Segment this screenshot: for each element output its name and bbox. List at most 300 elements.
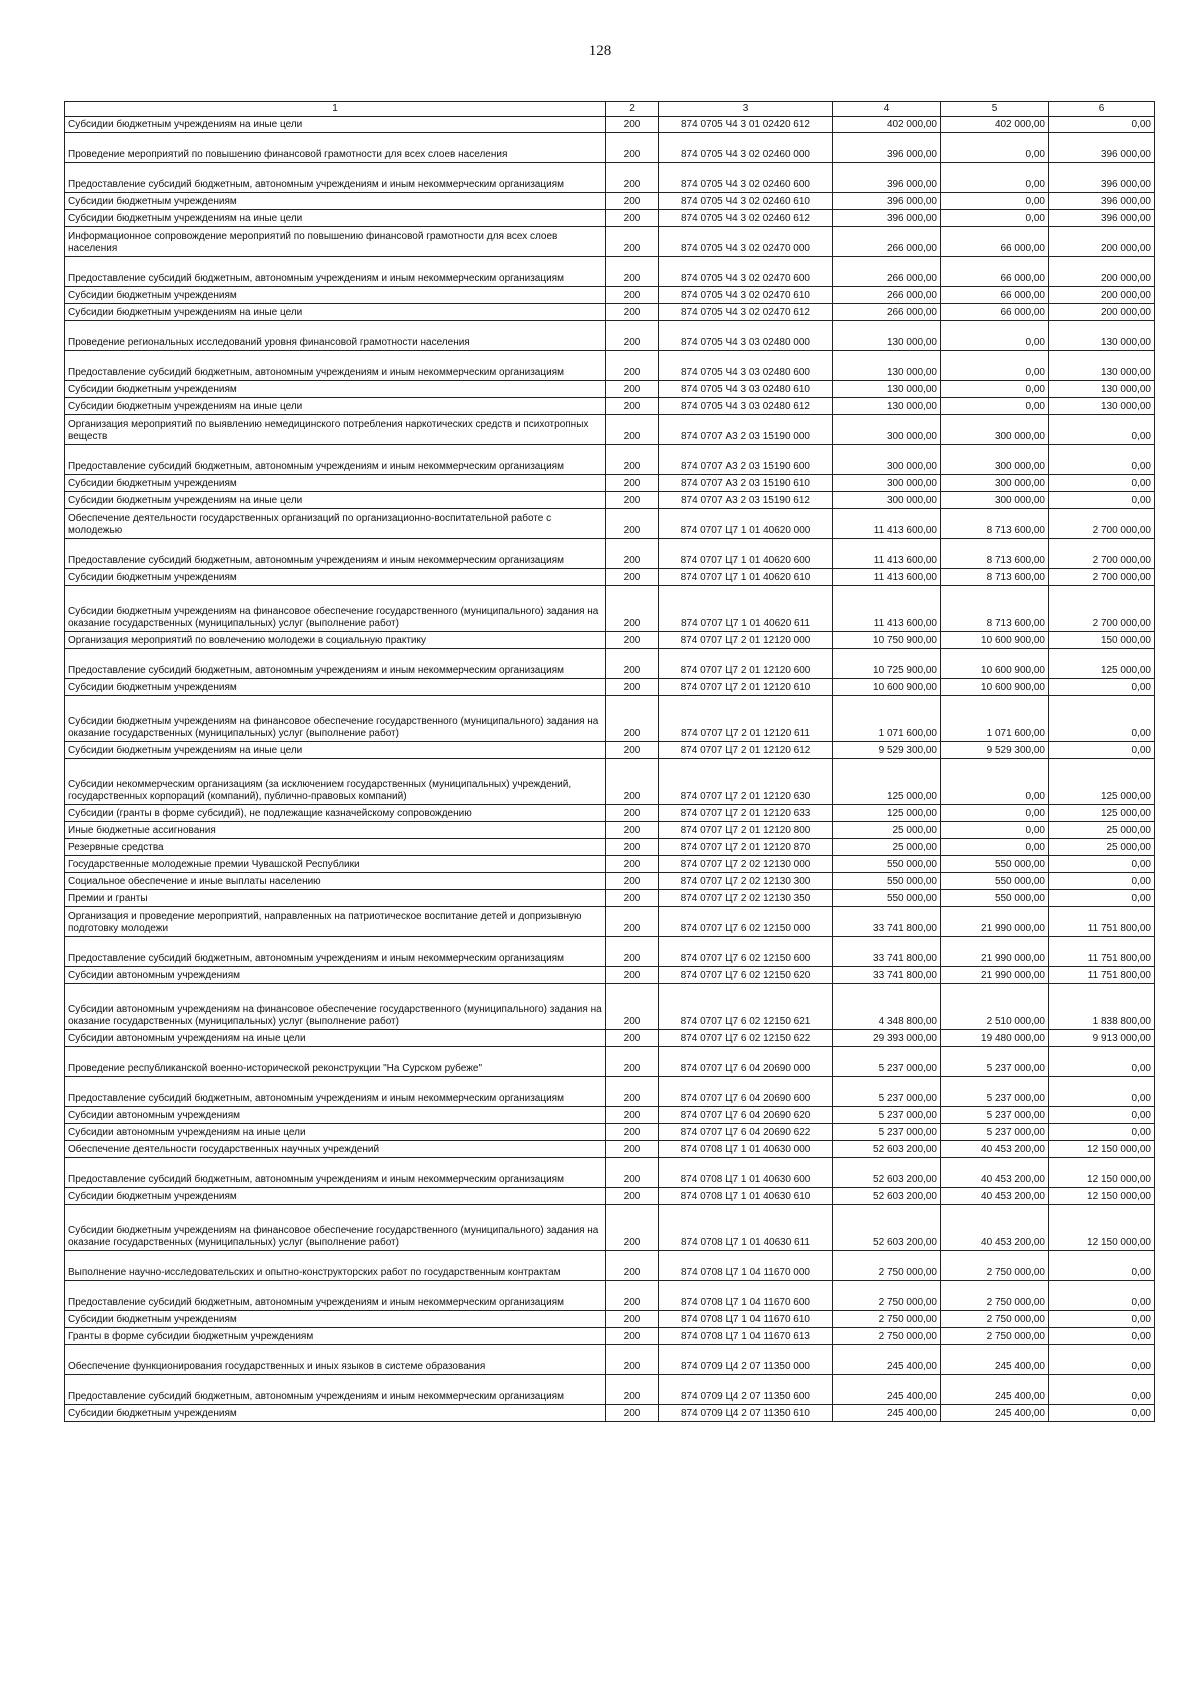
row-budget-code: 874 0708 Ц7 1 01 40630 600 <box>659 1158 833 1188</box>
row-amount-total: 9 529 300,00 <box>833 742 941 759</box>
row-amount-col6: 125 000,00 <box>1049 805 1155 822</box>
row-amount-col6: 12 150 000,00 <box>1049 1188 1155 1205</box>
row-budget-code: 874 0707 Ц7 2 02 12130 000 <box>659 856 833 873</box>
row-amount-total: 245 400,00 <box>833 1375 941 1405</box>
row-amount-col5: 8 713 600,00 <box>941 586 1049 632</box>
column-header-code: 3 <box>659 102 833 117</box>
row-amount-col5: 550 000,00 <box>941 873 1049 890</box>
row-amount-col6: 0,00 <box>1049 873 1155 890</box>
row-admin-code: 200 <box>606 445 659 475</box>
table-row <box>65 1141 1155 1158</box>
row-amount-col5: 2 750 000,00 <box>941 1281 1049 1311</box>
row-name: Государственные молодежные премии Чувашской Республики <box>65 856 606 873</box>
row-amount-col5: 2 510 000,00 <box>941 984 1049 1030</box>
row-amount-total: 52 603 200,00 <box>833 1141 941 1158</box>
row-name: Предоставление субсидий бюджетным, автономным учреждениям и иным некоммерческим организациям <box>65 1281 606 1311</box>
row-name: Субсидии бюджетным учреждениям на иные цели <box>65 117 606 133</box>
row-admin-code: 200 <box>606 873 659 890</box>
table-row <box>65 1107 1155 1124</box>
row-budget-code: 874 0707 Ц7 6 02 12150 622 <box>659 1030 833 1047</box>
table-row <box>65 163 1155 193</box>
row-admin-code: 200 <box>606 1141 659 1158</box>
row-admin-code: 200 <box>606 890 659 907</box>
table-row <box>65 1188 1155 1205</box>
table-row <box>65 1345 1155 1375</box>
table-row <box>65 1251 1155 1281</box>
row-amount-col5: 10 600 900,00 <box>941 679 1049 696</box>
row-amount-col6: 12 150 000,00 <box>1049 1141 1155 1158</box>
row-admin-code: 200 <box>606 321 659 351</box>
row-amount-col6: 9 913 000,00 <box>1049 1030 1155 1047</box>
row-budget-code: 874 0708 Ц7 1 04 11670 610 <box>659 1311 833 1328</box>
row-admin-code: 200 <box>606 1345 659 1375</box>
row-budget-code: 874 0708 Ц7 1 01 40630 000 <box>659 1141 833 1158</box>
row-budget-code: 874 0707 Ц7 2 02 12130 300 <box>659 873 833 890</box>
row-amount-col6: 130 000,00 <box>1049 351 1155 381</box>
row-amount-col5: 550 000,00 <box>941 856 1049 873</box>
table-row <box>65 287 1155 304</box>
row-amount-col6: 0,00 <box>1049 1281 1155 1311</box>
row-amount-total: 245 400,00 <box>833 1405 941 1422</box>
row-admin-code: 200 <box>606 822 659 839</box>
row-amount-col6: 2 700 000,00 <box>1049 509 1155 539</box>
table-row <box>65 649 1155 679</box>
table-row <box>65 321 1155 351</box>
row-admin-code: 200 <box>606 569 659 586</box>
table-row <box>65 1405 1155 1422</box>
row-admin-code: 200 <box>606 586 659 632</box>
row-name: Субсидии бюджетным учреждениям <box>65 381 606 398</box>
row-admin-code: 200 <box>606 984 659 1030</box>
row-budget-code: 874 0705 Ч4 3 02 02470 600 <box>659 257 833 287</box>
row-amount-col6: 12 150 000,00 <box>1049 1158 1155 1188</box>
row-amount-col6: 130 000,00 <box>1049 381 1155 398</box>
row-budget-code: 874 0707 Ц7 6 02 12150 000 <box>659 907 833 937</box>
row-name: Субсидии бюджетным учреждениям <box>65 1311 606 1328</box>
row-budget-code: 874 0708 Ц7 1 01 40630 611 <box>659 1205 833 1251</box>
row-amount-col6: 130 000,00 <box>1049 321 1155 351</box>
row-amount-total: 266 000,00 <box>833 304 941 321</box>
table-row <box>65 381 1155 398</box>
row-amount-col5: 300 000,00 <box>941 445 1049 475</box>
row-name: Субсидии автономным учреждениям на финансовое обеспечение государственного (муниципального) задания на оказание государственных (муниципальных) услуг (выполнение работ) <box>65 984 606 1030</box>
row-amount-col6: 200 000,00 <box>1049 287 1155 304</box>
row-amount-total: 300 000,00 <box>833 475 941 492</box>
row-admin-code: 200 <box>606 1205 659 1251</box>
row-name: Проведение республиканской военно-исторической реконструкции "На Сурском рубеже" <box>65 1047 606 1077</box>
row-name: Субсидии бюджетным учреждениям <box>65 287 606 304</box>
row-budget-code: 874 0707 Ц7 6 02 12150 600 <box>659 937 833 967</box>
row-admin-code: 200 <box>606 227 659 257</box>
page-number: 128 <box>588 43 612 59</box>
row-budget-code: 874 0707 Ц7 2 01 12120 000 <box>659 632 833 649</box>
table-row <box>65 873 1155 890</box>
row-budget-code: 874 0707 Ц7 1 01 40620 611 <box>659 586 833 632</box>
table-row <box>65 1205 1155 1251</box>
row-admin-code: 200 <box>606 1281 659 1311</box>
row-amount-total: 10 750 900,00 <box>833 632 941 649</box>
row-admin-code: 200 <box>606 839 659 856</box>
row-name: Субсидии (гранты в форме субсидий), не подлежащие казначейскому сопровождению <box>65 805 606 822</box>
row-amount-col6: 11 751 800,00 <box>1049 907 1155 937</box>
row-name: Резервные средства <box>65 839 606 856</box>
table-row <box>65 856 1155 873</box>
row-admin-code: 200 <box>606 1375 659 1405</box>
row-name: Субсидии автономным учреждениям на иные цели <box>65 1124 606 1141</box>
column-header-name: 1 <box>65 102 606 117</box>
row-amount-col5: 40 453 200,00 <box>941 1205 1049 1251</box>
row-amount-total: 245 400,00 <box>833 1345 941 1375</box>
row-admin-code: 200 <box>606 287 659 304</box>
row-admin-code: 200 <box>606 1107 659 1124</box>
row-amount-col5: 40 453 200,00 <box>941 1188 1049 1205</box>
row-amount-col6: 11 751 800,00 <box>1049 967 1155 984</box>
row-amount-total: 52 603 200,00 <box>833 1188 941 1205</box>
row-amount-col5: 19 480 000,00 <box>941 1030 1049 1047</box>
row-admin-code: 200 <box>606 967 659 984</box>
row-amount-col6: 0,00 <box>1049 696 1155 742</box>
row-amount-total: 396 000,00 <box>833 193 941 210</box>
row-amount-total: 5 237 000,00 <box>833 1124 941 1141</box>
table-row <box>65 967 1155 984</box>
table-row <box>65 890 1155 907</box>
row-admin-code: 200 <box>606 742 659 759</box>
row-amount-col6: 200 000,00 <box>1049 257 1155 287</box>
row-name: Организация мероприятий по вовлечению молодежи в социальную практику <box>65 632 606 649</box>
row-budget-code: 874 0705 Ч4 3 02 02460 610 <box>659 193 833 210</box>
column-header-col5: 5 <box>941 102 1049 117</box>
row-amount-col6: 0,00 <box>1049 1345 1155 1375</box>
row-admin-code: 200 <box>606 1158 659 1188</box>
row-admin-code: 200 <box>606 257 659 287</box>
row-amount-col6: 0,00 <box>1049 1375 1155 1405</box>
row-name: Проведение мероприятий по повышению финансовой грамотности для всех слоев населения <box>65 133 606 163</box>
row-admin-code: 200 <box>606 696 659 742</box>
table-row <box>65 351 1155 381</box>
row-amount-total: 130 000,00 <box>833 381 941 398</box>
table-row <box>65 257 1155 287</box>
row-budget-code: 874 0707 Ц7 6 02 12150 620 <box>659 967 833 984</box>
row-amount-col6: 25 000,00 <box>1049 822 1155 839</box>
row-amount-col6: 125 000,00 <box>1049 649 1155 679</box>
table-row <box>65 759 1155 805</box>
row-name: Социальное обеспечение и иные выплаты населению <box>65 873 606 890</box>
row-admin-code: 200 <box>606 304 659 321</box>
row-amount-total: 2 750 000,00 <box>833 1281 941 1311</box>
table-row <box>65 937 1155 967</box>
row-name: Выполнение научно-исследовательских и опытно-конструкторских работ по государственным контрактам <box>65 1251 606 1281</box>
row-amount-total: 130 000,00 <box>833 351 941 381</box>
row-name: Субсидии автономным учреждениям <box>65 967 606 984</box>
table-row <box>65 632 1155 649</box>
row-name: Организация и проведение мероприятий, направленных на патриотическое воспитание детей и допризывную подготовку молодежи <box>65 907 606 937</box>
row-name: Субсидии бюджетным учреждениям на иные цели <box>65 742 606 759</box>
row-amount-total: 125 000,00 <box>833 759 941 805</box>
row-name: Предоставление субсидий бюджетным, автономным учреждениям и иным некоммерческим организациям <box>65 1158 606 1188</box>
row-admin-code: 200 <box>606 1328 659 1345</box>
row-budget-code: 874 0707 Ц7 2 01 12120 630 <box>659 759 833 805</box>
row-admin-code: 200 <box>606 632 659 649</box>
row-amount-total: 1 071 600,00 <box>833 696 941 742</box>
row-admin-code: 200 <box>606 475 659 492</box>
row-amount-total: 52 603 200,00 <box>833 1205 941 1251</box>
row-name: Субсидии бюджетным учреждениям <box>65 193 606 210</box>
table-row <box>65 1077 1155 1107</box>
row-amount-col5: 0,00 <box>941 351 1049 381</box>
row-amount-total: 5 237 000,00 <box>833 1107 941 1124</box>
row-amount-col6: 2 700 000,00 <box>1049 569 1155 586</box>
row-budget-code: 874 0707 А3 2 03 15190 612 <box>659 492 833 509</box>
row-admin-code: 200 <box>606 1124 659 1141</box>
row-amount-col5: 66 000,00 <box>941 287 1049 304</box>
row-name: Обеспечение деятельности государственных организаций по организационно-воспитательной работе с молодежью <box>65 509 606 539</box>
row-amount-total: 550 000,00 <box>833 856 941 873</box>
row-amount-total: 11 413 600,00 <box>833 586 941 632</box>
row-admin-code: 200 <box>606 133 659 163</box>
table-row <box>65 415 1155 445</box>
row-amount-col5: 5 237 000,00 <box>941 1047 1049 1077</box>
row-amount-total: 10 600 900,00 <box>833 679 941 696</box>
row-amount-col6: 0,00 <box>1049 1077 1155 1107</box>
row-amount-total: 396 000,00 <box>833 210 941 227</box>
row-amount-col5: 9 529 300,00 <box>941 742 1049 759</box>
row-admin-code: 200 <box>606 759 659 805</box>
row-budget-code: 874 0705 Ч4 3 02 02470 610 <box>659 287 833 304</box>
row-budget-code: 874 0709 Ц4 2 07 11350 610 <box>659 1405 833 1422</box>
row-budget-code: 874 0707 Ц7 1 01 40620 000 <box>659 509 833 539</box>
row-amount-col5: 0,00 <box>941 805 1049 822</box>
row-budget-code: 874 0707 Ц7 6 04 20690 600 <box>659 1077 833 1107</box>
row-budget-code: 874 0707 Ц7 6 04 20690 620 <box>659 1107 833 1124</box>
row-budget-code: 874 0707 А3 2 03 15190 000 <box>659 415 833 445</box>
table-row <box>65 1158 1155 1188</box>
row-amount-col5: 245 400,00 <box>941 1345 1049 1375</box>
table-row <box>65 586 1155 632</box>
row-amount-col5: 245 400,00 <box>941 1375 1049 1405</box>
row-name: Обеспечение функционирования государственных и иных языков в системе образования <box>65 1345 606 1375</box>
row-name: Предоставление субсидий бюджетным, автономным учреждениям и иным некоммерческим организациям <box>65 539 606 569</box>
row-amount-total: 33 741 800,00 <box>833 937 941 967</box>
row-amount-col5: 0,00 <box>941 133 1049 163</box>
row-amount-total: 2 750 000,00 <box>833 1311 941 1328</box>
row-name: Субсидии бюджетным учреждениям <box>65 1405 606 1422</box>
table-row <box>65 907 1155 937</box>
budget-table <box>64 101 1155 1422</box>
row-budget-code: 874 0708 Ц7 1 04 11670 613 <box>659 1328 833 1345</box>
row-budget-code: 874 0709 Ц4 2 07 11350 600 <box>659 1375 833 1405</box>
row-amount-col6: 11 751 800,00 <box>1049 937 1155 967</box>
column-header-total: 4 <box>833 102 941 117</box>
row-amount-col5: 300 000,00 <box>941 492 1049 509</box>
row-amount-col5: 402 000,00 <box>941 117 1049 133</box>
row-name: Предоставление субсидий бюджетным, автономным учреждениям и иным некоммерческим организациям <box>65 1375 606 1405</box>
row-name: Предоставление субсидий бюджетным, автономным учреждениям и иным некоммерческим организациям <box>65 257 606 287</box>
row-amount-col5: 0,00 <box>941 381 1049 398</box>
row-admin-code: 200 <box>606 381 659 398</box>
row-amount-total: 266 000,00 <box>833 287 941 304</box>
row-budget-code: 874 0705 Ч4 3 02 02460 000 <box>659 133 833 163</box>
row-name: Субсидии бюджетным учреждениям на финансовое обеспечение государственного (муниципального) задания на оказание государственных (муниципальных) услуг (выполнение работ) <box>65 1205 606 1251</box>
table-row <box>65 304 1155 321</box>
row-name: Субсидии автономным учреждениям на иные цели <box>65 1030 606 1047</box>
row-name: Субсидии бюджетным учреждениям на иные цели <box>65 492 606 509</box>
row-budget-code: 874 0705 Ч4 3 02 02460 612 <box>659 210 833 227</box>
row-amount-col5: 5 237 000,00 <box>941 1077 1049 1107</box>
row-name: Субсидии бюджетным учреждениям на иные цели <box>65 304 606 321</box>
row-amount-total: 300 000,00 <box>833 492 941 509</box>
row-budget-code: 874 0708 Ц7 1 01 40630 610 <box>659 1188 833 1205</box>
row-amount-col6: 396 000,00 <box>1049 193 1155 210</box>
row-admin-code: 200 <box>606 1311 659 1328</box>
row-amount-total: 33 741 800,00 <box>833 967 941 984</box>
table-row <box>65 445 1155 475</box>
row-budget-code: 874 0705 Ч4 3 03 02480 610 <box>659 381 833 398</box>
row-amount-col5: 21 990 000,00 <box>941 937 1049 967</box>
table-row <box>65 1047 1155 1077</box>
row-name: Субсидии бюджетным учреждениям на иные цели <box>65 210 606 227</box>
table-row <box>65 1328 1155 1345</box>
row-amount-total: 10 725 900,00 <box>833 649 941 679</box>
row-amount-col6: 0,00 <box>1049 679 1155 696</box>
row-amount-col6: 2 700 000,00 <box>1049 586 1155 632</box>
row-budget-code: 874 0707 А3 2 03 15190 610 <box>659 475 833 492</box>
table-row <box>65 805 1155 822</box>
row-amount-col5: 66 000,00 <box>941 227 1049 257</box>
row-name: Субсидии бюджетным учреждениям на финансовое обеспечение государственного (муниципального) задания на оказание государственных (муниципальных) услуг (выполнение работ) <box>65 696 606 742</box>
row-admin-code: 200 <box>606 805 659 822</box>
row-amount-col6: 1 838 800,00 <box>1049 984 1155 1030</box>
row-amount-col6: 0,00 <box>1049 1047 1155 1077</box>
row-admin-code: 200 <box>606 539 659 569</box>
row-amount-total: 25 000,00 <box>833 839 941 856</box>
row-amount-col5: 550 000,00 <box>941 890 1049 907</box>
row-amount-col6: 0,00 <box>1049 1328 1155 1345</box>
row-amount-col6: 0,00 <box>1049 415 1155 445</box>
row-admin-code: 200 <box>606 1077 659 1107</box>
row-amount-col6: 0,00 <box>1049 1251 1155 1281</box>
row-admin-code: 200 <box>606 1188 659 1205</box>
table-header-row <box>65 102 1155 117</box>
row-name: Проведение региональных исследований уровня финансовой грамотности населения <box>65 321 606 351</box>
row-amount-col6: 12 150 000,00 <box>1049 1205 1155 1251</box>
row-amount-total: 266 000,00 <box>833 257 941 287</box>
row-amount-total: 396 000,00 <box>833 133 941 163</box>
row-budget-code: 874 0707 Ц7 2 01 12120 633 <box>659 805 833 822</box>
row-budget-code: 874 0707 Ц7 6 04 20690 000 <box>659 1047 833 1077</box>
row-amount-col6: 25 000,00 <box>1049 839 1155 856</box>
row-budget-code: 874 0709 Ц4 2 07 11350 000 <box>659 1345 833 1375</box>
row-amount-col5: 2 750 000,00 <box>941 1311 1049 1328</box>
row-amount-col5: 0,00 <box>941 822 1049 839</box>
row-name: Предоставление субсидий бюджетным, автономным учреждениям и иным некоммерческим организациям <box>65 937 606 967</box>
row-amount-col6: 0,00 <box>1049 890 1155 907</box>
row-amount-col5: 40 453 200,00 <box>941 1141 1049 1158</box>
table-row <box>65 742 1155 759</box>
row-budget-code: 874 0705 Ч4 3 01 02420 612 <box>659 117 833 133</box>
row-amount-col5: 0,00 <box>941 759 1049 805</box>
row-name: Субсидии бюджетным учреждениям <box>65 475 606 492</box>
row-admin-code: 200 <box>606 492 659 509</box>
row-budget-code: 874 0705 Ч4 3 03 02480 000 <box>659 321 833 351</box>
row-amount-total: 5 237 000,00 <box>833 1077 941 1107</box>
row-admin-code: 200 <box>606 679 659 696</box>
row-amount-col6: 0,00 <box>1049 1311 1155 1328</box>
table-row <box>65 1311 1155 1328</box>
row-amount-total: 402 000,00 <box>833 117 941 133</box>
row-budget-code: 874 0705 Ч4 3 03 02480 612 <box>659 398 833 415</box>
row-budget-code: 874 0705 Ч4 3 03 02480 600 <box>659 351 833 381</box>
row-amount-total: 11 413 600,00 <box>833 569 941 586</box>
row-amount-total: 25 000,00 <box>833 822 941 839</box>
table-row <box>65 1281 1155 1311</box>
row-budget-code: 874 0705 Ч4 3 02 02470 612 <box>659 304 833 321</box>
row-name: Предоставление субсидий бюджетным, автономным учреждениям и иным некоммерческим организациям <box>65 445 606 475</box>
row-admin-code: 200 <box>606 907 659 937</box>
row-amount-total: 2 750 000,00 <box>833 1251 941 1281</box>
row-name: Субсидии бюджетным учреждениям <box>65 1188 606 1205</box>
row-amount-col6: 396 000,00 <box>1049 163 1155 193</box>
row-amount-total: 5 237 000,00 <box>833 1047 941 1077</box>
table-row <box>65 227 1155 257</box>
row-name: Информационное сопровождение мероприятий по повышению финансовой грамотности для всех слоев населения <box>65 227 606 257</box>
row-amount-col5: 1 071 600,00 <box>941 696 1049 742</box>
row-name: Субсидии бюджетным учреждениям <box>65 569 606 586</box>
row-amount-col5: 245 400,00 <box>941 1405 1049 1422</box>
row-amount-col6: 0,00 <box>1049 1107 1155 1124</box>
table-row <box>65 509 1155 539</box>
table-row <box>65 1030 1155 1047</box>
row-budget-code: 874 0705 Ч4 3 02 02460 600 <box>659 163 833 193</box>
row-amount-col5: 8 713 600,00 <box>941 539 1049 569</box>
row-amount-col5: 0,00 <box>941 839 1049 856</box>
row-amount-col5: 21 990 000,00 <box>941 907 1049 937</box>
row-name: Субсидии некоммерческим организациям (за исключением государственных (муниципальных) учреждений, государственных корпораций (компаний), публично-правовых компаний) <box>65 759 606 805</box>
row-amount-col5: 8 713 600,00 <box>941 569 1049 586</box>
row-name: Предоставление субсидий бюджетным, автономным учреждениям и иным некоммерческим организациям <box>65 163 606 193</box>
row-name: Предоставление субсидий бюджетным, автономным учреждениям и иным некоммерческим организациям <box>65 351 606 381</box>
row-admin-code: 200 <box>606 509 659 539</box>
row-admin-code: 200 <box>606 210 659 227</box>
row-amount-col5: 8 713 600,00 <box>941 509 1049 539</box>
table-row <box>65 679 1155 696</box>
row-amount-col6: 130 000,00 <box>1049 398 1155 415</box>
row-budget-code: 874 0708 Ц7 1 04 11670 000 <box>659 1251 833 1281</box>
row-amount-total: 33 741 800,00 <box>833 907 941 937</box>
row-budget-code: 874 0707 Ц7 1 01 40620 600 <box>659 539 833 569</box>
table-row <box>65 193 1155 210</box>
row-name: Субсидии бюджетным учреждениям на иные цели <box>65 398 606 415</box>
row-amount-col5: 0,00 <box>941 321 1049 351</box>
row-amount-col6: 0,00 <box>1049 1405 1155 1422</box>
table-row <box>65 539 1155 569</box>
row-amount-col6: 200 000,00 <box>1049 227 1155 257</box>
row-name: Субсидии автономным учреждениям <box>65 1107 606 1124</box>
table-row <box>65 210 1155 227</box>
row-amount-col5: 0,00 <box>941 163 1049 193</box>
table-row <box>65 822 1155 839</box>
row-budget-code: 874 0705 Ч4 3 02 02470 000 <box>659 227 833 257</box>
row-admin-code: 200 <box>606 415 659 445</box>
row-amount-col6: 0,00 <box>1049 117 1155 133</box>
row-budget-code: 874 0707 Ц7 2 01 12120 611 <box>659 696 833 742</box>
row-amount-total: 52 603 200,00 <box>833 1158 941 1188</box>
row-amount-total: 4 348 800,00 <box>833 984 941 1030</box>
row-admin-code: 200 <box>606 856 659 873</box>
row-amount-total: 130 000,00 <box>833 398 941 415</box>
row-name: Гранты в форме субсидии бюджетным учреждениям <box>65 1328 606 1345</box>
row-amount-total: 11 413 600,00 <box>833 539 941 569</box>
row-amount-col6: 0,00 <box>1049 445 1155 475</box>
